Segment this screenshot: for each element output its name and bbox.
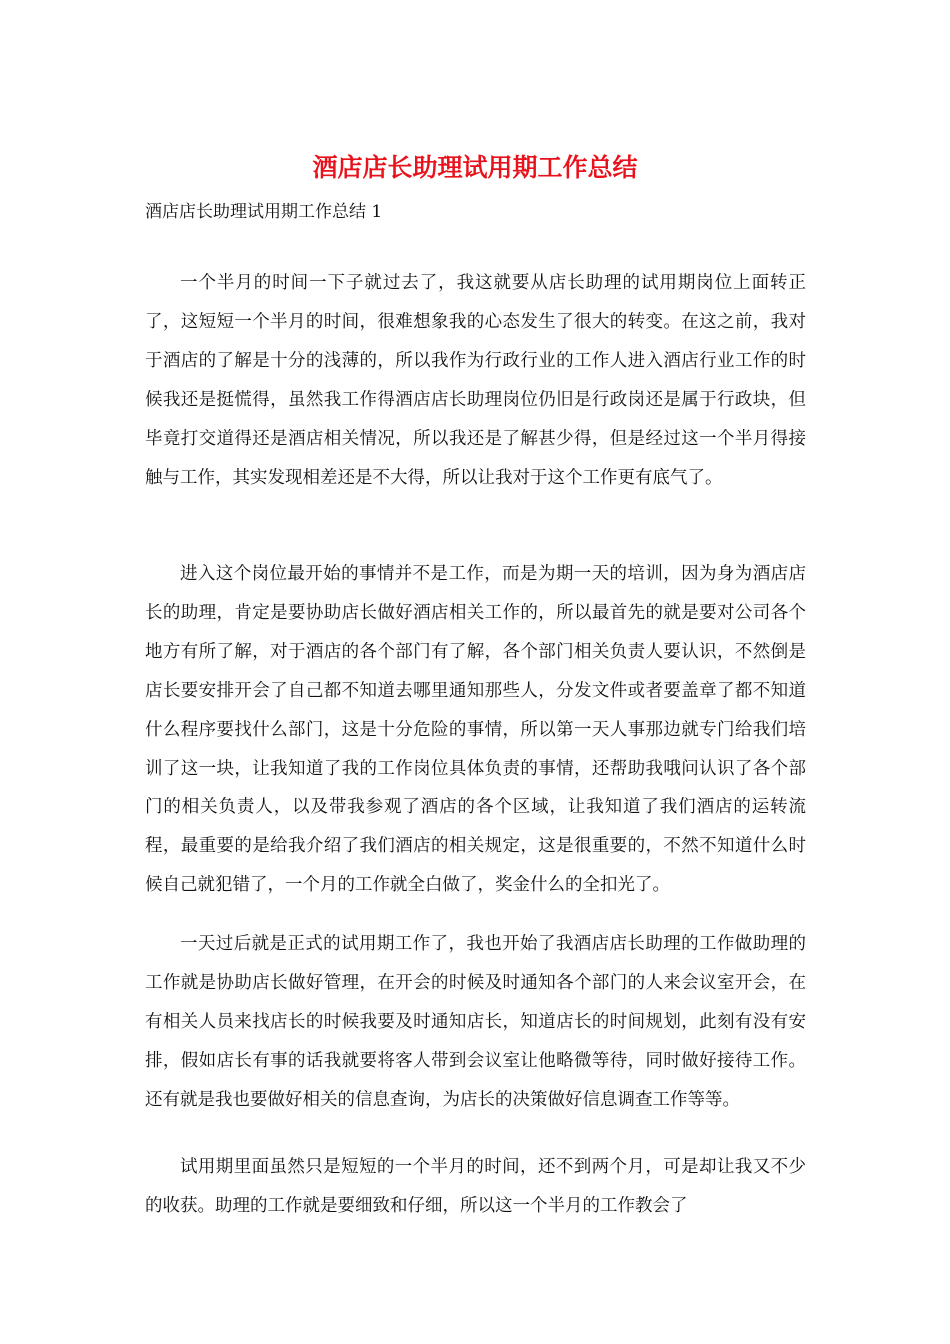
document-title: 酒店店长助理试用期工作总结	[312, 153, 638, 182]
paragraph-3: 一天过后就是正式的试用期工作了，我也开始了我酒店店长助理的工作做助理的工作就是协助店长做好管理，在开会的时候及时通知各个部门的人来会议室开会，在有相关人员来找店长的时候我要及时通知店长，知道店长的时间规划，此刻有没有安排，假如店长有事的话我就要将客人带到会议室让他略微等待，同时做好接待工作。还有就是我也要做好相关的信息查询，为店长的决策做好信息调查工作等等。	[145, 934, 806, 1110]
paragraph-4: 试用期里面虽然只是短短的一个半月的时间，还不到两个月，可是却让我又不少的收获。助理的工作就是要细致和仔细，所以这一个半月的工作教会了	[145, 1157, 806, 1216]
document-subtitle: 酒店店长助理试用期工作总结 1	[145, 202, 383, 222]
paragraph-1: 一个半月的时间一下子就过去了，我这就要从店长助理的试用期岗位上面转正了，这短短一个半月的时间，很难想象我的心态发生了很大的转变。在这之前，我对于酒店的了解是十分的浅薄的，所以我作为行政行业的工作人进入酒店行业工作的时候我还是挺慌得，虽然我工作得酒店店长助理岗位仍旧是行政岗还是属于行政块，但毕竟打交道得还是酒店相关情况，所以我还是了解甚少得，但是经过这一个半月得接触与工作，其实发现相差还是不大得，所以让我对于这个工作更有底气了。	[145, 273, 806, 488]
paragraph-2: 进入这个岗位最开始的事情并不是工作，而是为期一天的培训，因为身为酒店店长的助理，肯定是要协助店长做好酒店相关工作的，所以最首先的就是要对公司各个地方有所了解，对于酒店的各个部门有了解，各个部门相关负责人要认识，不然倒是店长要安排开会了自己都不知道去哪里通知那些人，分发文件或者要盖章了都不知道什么程序要找什么部门，这是十分危险的事情，所以第一天人事那边就专门给我们培训了这一块，让我知道了我的工作岗位具体负责的事情，还帮助我哦问认识了各个部门的相关负责人，以及带我参观了酒店的各个区域，让我知道了我们酒店的运转流程，最重要的是给我介绍了我们酒店的相关规定，这是很重要的，不然不知道什么时候自己就犯错了，一个月的工作就全白做了，奖金什么的全扣光了。	[145, 564, 806, 896]
